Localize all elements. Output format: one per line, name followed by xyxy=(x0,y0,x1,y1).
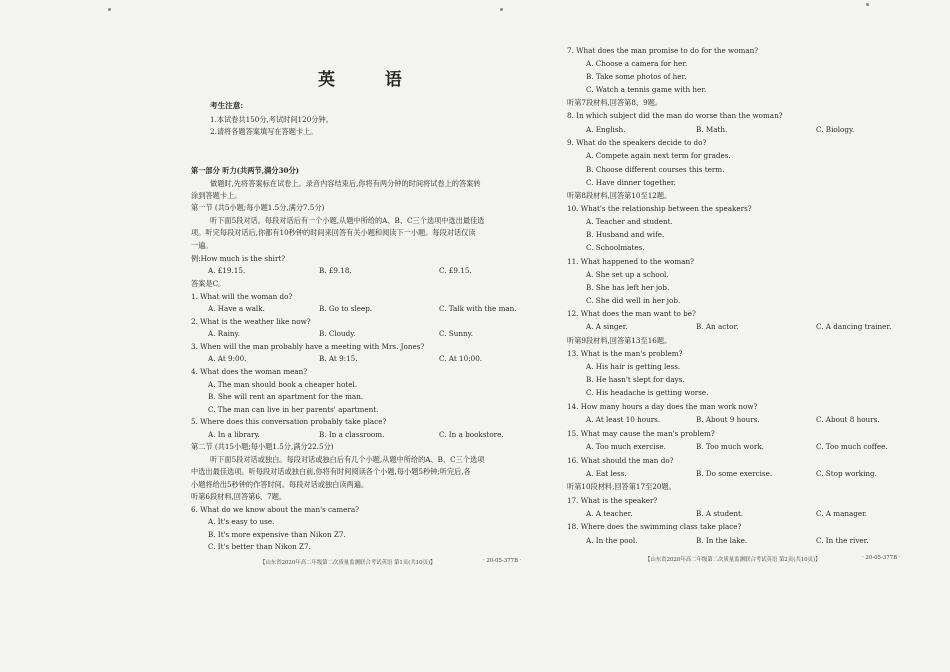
question-text: 11. What happened to the woman? xyxy=(567,257,694,266)
option: B. She will rent an apartment for the man. xyxy=(208,392,364,401)
option: C. Stop working. xyxy=(816,469,877,478)
option: A. A teacher. xyxy=(586,509,633,518)
option: A. Too much exercise. xyxy=(586,442,666,451)
option: B. An actor. xyxy=(696,322,739,331)
question-text: 16. What should the man do? xyxy=(567,456,674,465)
option: C. About 8 hours. xyxy=(816,415,880,424)
question-text: 3. When will the man probably have a meeting with Mrs. Jones? xyxy=(191,342,425,351)
page-title: 英 语 xyxy=(318,70,424,90)
option: C. It's better than Nikon Z7. xyxy=(208,542,311,551)
option: C. Have dinner together. xyxy=(586,178,676,187)
notice-item: 1.本试卷共150分,考试时间120分钟。 xyxy=(210,115,333,124)
option: C. A dancing trainer. xyxy=(816,322,892,331)
notice-heading: 考生注意: xyxy=(210,101,244,110)
option: C. Talk with the man. xyxy=(439,304,517,313)
question-text: 1. What will the woman do? xyxy=(191,292,293,301)
option: B. She has left her job. xyxy=(586,283,670,292)
option: B. Do some exercise. xyxy=(696,469,773,478)
question-text: 8. In which subject did the man do worse than the woman? xyxy=(567,111,783,120)
option: A. She set up a school. xyxy=(586,270,669,279)
option: C. Sunny. xyxy=(439,329,474,338)
paper-code: · 20-05-377B · xyxy=(862,555,901,561)
question-text: 12. What does the man want to be? xyxy=(567,309,696,318)
material-note: 听第10段材料,回答第17至20题。 xyxy=(567,482,676,491)
option: A. Have a walk. xyxy=(208,304,265,313)
option: B. Too much work. xyxy=(696,442,764,451)
option: C. A manager. xyxy=(816,509,868,518)
option: B. In a classroom. xyxy=(319,430,385,439)
section1-instruction: 一遍。 xyxy=(191,241,213,250)
material-note: 听第7段材料,回答第8、9题。 xyxy=(567,98,663,107)
option: C. At 10:00. xyxy=(439,354,483,363)
option: A. Eat less. xyxy=(586,469,627,478)
question-text: 6. What do we know about the man's camera? xyxy=(191,505,359,514)
option: A. In the pool. xyxy=(586,536,638,545)
scan-speck xyxy=(866,3,869,6)
scan-speck xyxy=(500,8,503,11)
option: A. Rainy. xyxy=(208,329,240,338)
question-text: 13. What is the man's problem? xyxy=(567,349,683,358)
option: A. Teacher and student. xyxy=(586,217,673,226)
option: C. Too much coffee. xyxy=(816,442,888,451)
option: B. He hasn't slept for days. xyxy=(586,375,685,384)
page-footer: 【山东省2020年高二年级第二次质量监测联合考试英语 第2页(共10页)】 xyxy=(645,557,821,563)
option: B. A student. xyxy=(696,509,744,518)
part1-instruction: 做题时,先将答案标在试卷上。录音内容结束后,你将有两分钟的时间将试卷上的答案转 xyxy=(210,179,481,188)
option: B. Take some photos of her. xyxy=(586,72,687,81)
option: A. At 9:00. xyxy=(208,354,247,363)
option: C. Schoolmates. xyxy=(586,243,645,252)
option: C. In a bookstore. xyxy=(439,430,504,439)
option: A. The man should book a cheaper hotel. xyxy=(208,380,358,389)
option: C. She did well in her job. xyxy=(586,296,681,305)
option: B. In the lake. xyxy=(696,536,748,545)
question-text: 10. What's the relationship between the speakers? xyxy=(567,204,752,213)
question-text: 14. How many hours a day does the man work now? xyxy=(567,402,758,411)
option: C. In the river. xyxy=(816,536,869,545)
option: A. Choose a camera for her. xyxy=(586,59,688,68)
part1-instruction: 涂到答题卡上。 xyxy=(191,191,242,200)
page-footer: 【山东省2020年高二年级第二次质量监测联合考试英语 第1页(共10页)】 xyxy=(260,560,436,566)
question-text: 2. What is the weather like now? xyxy=(191,317,311,326)
question-text: 9. What do the speakers decide to do? xyxy=(567,138,707,147)
section1-instruction: 项。听完每段对话后,你都有10秒钟的时间来回答有关小题和阅读下一小题。每段对话仅读 xyxy=(191,228,476,237)
option: B. Math. xyxy=(696,125,728,134)
paper-code: · 20-05-377B · xyxy=(483,558,522,564)
example-answer: 答案是C。 xyxy=(191,279,226,288)
section2-heading: 第二节 (共15小题;每小题1.5分,满分22.5分) xyxy=(191,442,334,451)
option: B. Husband and wife. xyxy=(586,230,665,239)
question-text: 7. What does the man promise to do for the woman? xyxy=(567,46,759,55)
question-text: 18. Where does the swimming class take place? xyxy=(567,522,742,531)
section2-instruction: 中选出最佳选项。听每段对话或独白前,你将有时间阅读各个小题,每小题5秒钟;听完后,各 xyxy=(191,467,471,476)
question-text: 5. Where does this conversation probably take place? xyxy=(191,417,387,426)
option: A. In a library. xyxy=(208,430,260,439)
option: C. The man can live in her parents' apartment. xyxy=(208,405,379,414)
option: A. A singer. xyxy=(586,322,628,331)
question-text: 15. What may cause the man's problem? xyxy=(567,429,715,438)
option: B. Go to sleep. xyxy=(319,304,373,313)
option: B. About 9 hours. xyxy=(696,415,760,424)
question-text: 4. What does the woman mean? xyxy=(191,367,308,376)
section2-instruction: 听下面5段对话或独白。每段对话或独白后有几个小题,从题中所给的A、B、C三个选项 xyxy=(210,455,485,464)
option: C. Watch a tennis game with her. xyxy=(586,85,707,94)
option: B. Choose different courses this term. xyxy=(586,165,725,174)
example-option: B. £9.18. xyxy=(319,266,352,275)
option: B. Cloudy. xyxy=(319,329,356,338)
option: A. English. xyxy=(586,125,626,134)
part1-heading: 第一部分 听力(共两节,满分30分) xyxy=(191,166,300,175)
material-note: 听第9段材料,回答第13至16题。 xyxy=(567,336,672,345)
notice-item: 2.请将各题答案填写在答题卡上。 xyxy=(210,127,318,136)
material-note: 听第8段材料,回答第10至12题。 xyxy=(567,191,672,200)
option: C. His headache is getting worse. xyxy=(586,388,709,397)
section1-instruction: 听下面5段对话。每段对话后有一个小题,从题中所给的A、B、C三个选项中选出最佳选 xyxy=(210,216,485,225)
option: B. At 9:15. xyxy=(319,354,358,363)
example-question: 例:How much is the shirt? xyxy=(191,254,286,263)
option: B. It's more expensive than Nikon Z7. xyxy=(208,530,346,539)
option: A. It's easy to use. xyxy=(208,517,275,526)
scan-speck xyxy=(108,8,111,11)
section1-heading: 第一节 (共5小题;每小题1.5分,满分7.5分) xyxy=(191,203,325,212)
question-text: 17. What is the speaker? xyxy=(567,496,658,505)
material-note: 听第6段材料,回答第6、7题。 xyxy=(191,492,287,501)
option: A. Compete again next term for grades. xyxy=(586,151,731,160)
option: C. Biology. xyxy=(816,125,855,134)
page-2 xyxy=(560,0,950,672)
option: A. At least 10 hours. xyxy=(586,415,661,424)
example-option: A. £19.15. xyxy=(208,266,246,275)
example-option: C. £9.15. xyxy=(439,266,472,275)
section2-instruction: 小题将给出5秒钟的作答时间。每段对话或独白读两遍。 xyxy=(191,480,369,489)
option: A. His hair is getting less. xyxy=(586,362,681,371)
